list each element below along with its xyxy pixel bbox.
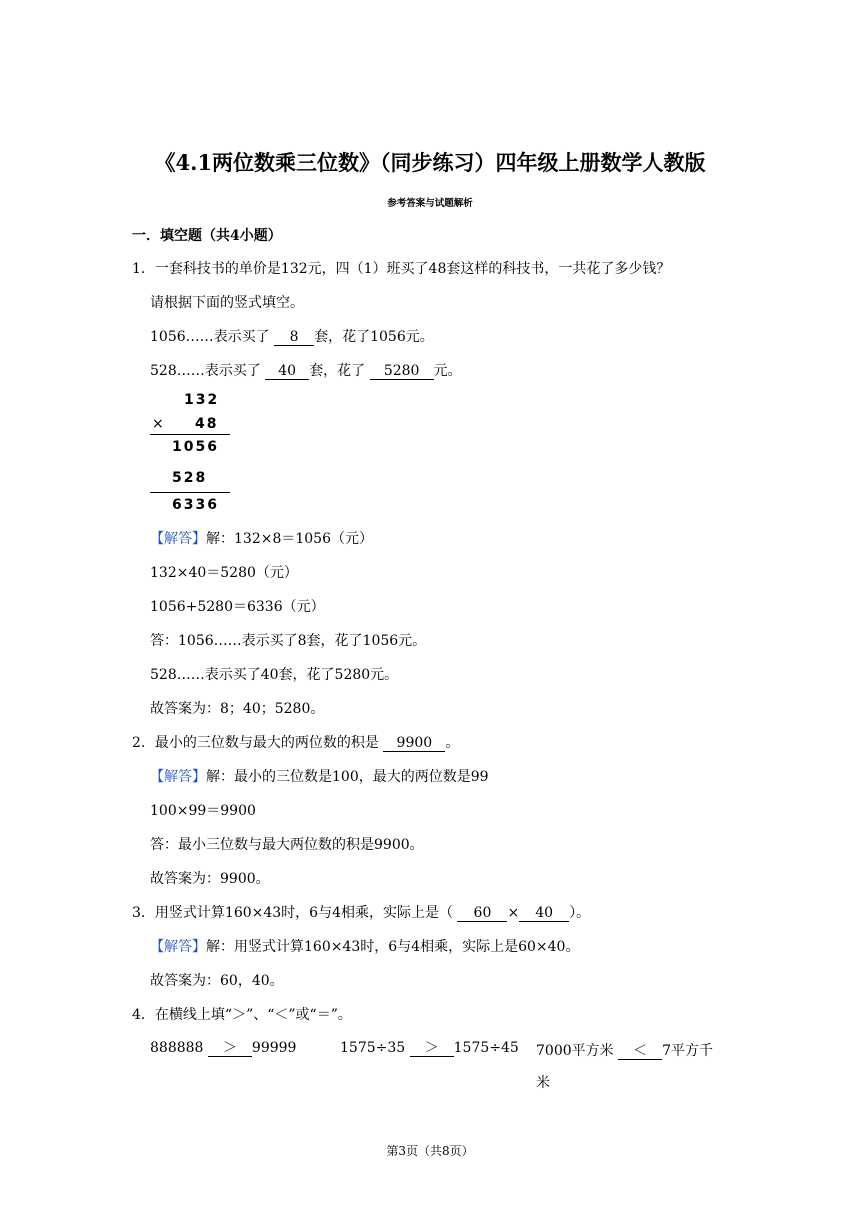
product: 6336 <box>172 497 219 513</box>
line-1-suffix: 套，花了1056元。 <box>314 329 434 345</box>
comparison-1 <box>150 1040 296 1057</box>
rule-line <box>150 492 230 493</box>
question-1-line-1 <box>150 326 434 346</box>
comparison-left: 7000平方米 <box>536 1043 614 1059</box>
question-2-answer-line-3: 答：最小三位数与最大两位数的积是9900。 <box>150 837 424 853</box>
comparison-right: 7平方千 <box>662 1043 714 1059</box>
question-1-answer-line-1 <box>150 528 373 548</box>
comparison-right: 99999 <box>251 1040 297 1056</box>
question-3-times: × <box>507 905 520 921</box>
line-2-prefix: 528……表示买了 <box>150 363 261 379</box>
question-1-text: 1．一套科技书的单价是132元，四（1）班买了48套这样的科技书，一共花了多少钱？ <box>132 261 671 277</box>
answer-blank: ＞ <box>208 1041 252 1057</box>
question-2-prompt: 2．最小的三位数与最大的两位数的积是 <box>132 735 379 751</box>
answer-blank: 8 <box>274 330 314 346</box>
comparison-left: 888888 <box>150 1040 204 1056</box>
multiplicand: 132 <box>184 392 220 408</box>
question-4-text: 4．在横线上填“＞”、“＜”或“＝”。 <box>132 1007 352 1023</box>
question-1-answer-line-3: 1056+5280＝6336（元） <box>150 599 325 615</box>
question-3-end: ）。 <box>569 905 591 921</box>
line-1-prefix: 1056……表示买了 <box>150 329 270 345</box>
question-2-answer-line-4: 故答案为：9900。 <box>150 871 270 887</box>
question-2-end: 。 <box>445 735 460 751</box>
page-footer: 第3页（共8页） <box>386 1144 474 1158</box>
answer-blank: ＜ <box>618 1044 662 1060</box>
multiply-sign: × <box>152 416 166 432</box>
comparison-3-wrap: 米 <box>536 1075 550 1091</box>
question-1-answer-line-5: 528……表示买了40套，花了5280元。 <box>150 667 399 683</box>
answer-blank: 40 <box>265 364 309 380</box>
answer-tag: 【解答】 <box>150 939 206 955</box>
answer-tag: 【解答】 <box>150 531 206 547</box>
question-1-answer-line-4: 答：1056……表示买了8套，花了1056元。 <box>150 633 427 649</box>
answer-tag: 【解答】 <box>150 769 206 785</box>
question-1-answer-line-6: 故答案为：8；40；5280。 <box>150 701 325 717</box>
partial-product-1: 1056 <box>172 439 219 455</box>
answer-text: 解：132×8＝1056（元） <box>206 531 373 547</box>
partial-product-2: 528 <box>172 470 208 486</box>
vertical-multiplication <box>150 392 232 514</box>
answer-blank: ＞ <box>410 1041 454 1057</box>
answer-blank: 60 <box>457 906 507 922</box>
rule-line <box>150 434 230 435</box>
page-title: 《4.1两位数乘三位数》（同步练习）四年级上册数学人教版 <box>154 150 706 175</box>
question-2-text <box>132 732 459 752</box>
question-3-text <box>132 902 590 922</box>
question-3-answer-line-2: 故答案为：60，40。 <box>150 973 284 989</box>
question-1-line-2 <box>150 360 462 380</box>
question-2-answer-line-1 <box>150 766 489 786</box>
question-1-answer-line-2: 132×40＝5280（元） <box>150 565 298 581</box>
answer-text: 解：最小的三位数是100，最大的两位数是99 <box>206 769 489 785</box>
comparison-2 <box>340 1040 519 1057</box>
answer-blank: 9900 <box>383 736 445 752</box>
comparison-right: 1575÷45 <box>453 1040 519 1056</box>
page-subtitle: 参考答案与试题解析 <box>387 198 473 209</box>
question-3-prompt: 3．用竖式计算160×43时，6与4相乘，实际上是（ <box>132 905 453 921</box>
multiplier: 48 <box>195 416 219 432</box>
line-2-mid: 套，花了 <box>309 363 366 379</box>
question-2-answer-line-2: 100×99＝9900 <box>150 803 256 819</box>
section-heading: 一．填空题（共4小题） <box>132 228 282 244</box>
answer-blank: 40 <box>519 906 569 922</box>
line-2-suffix: 元。 <box>433 363 462 379</box>
comparison-3 <box>536 1040 713 1060</box>
answer-blank: 5280 <box>370 364 434 380</box>
comparison-left: 1575÷35 <box>340 1040 406 1056</box>
question-3-answer-line-1 <box>150 936 579 956</box>
question-1-sub: 请根据下面的竖式填空。 <box>150 295 304 311</box>
answer-text: 解：用竖式计算160×43时，6与4相乘，实际上是60×40。 <box>206 939 580 955</box>
